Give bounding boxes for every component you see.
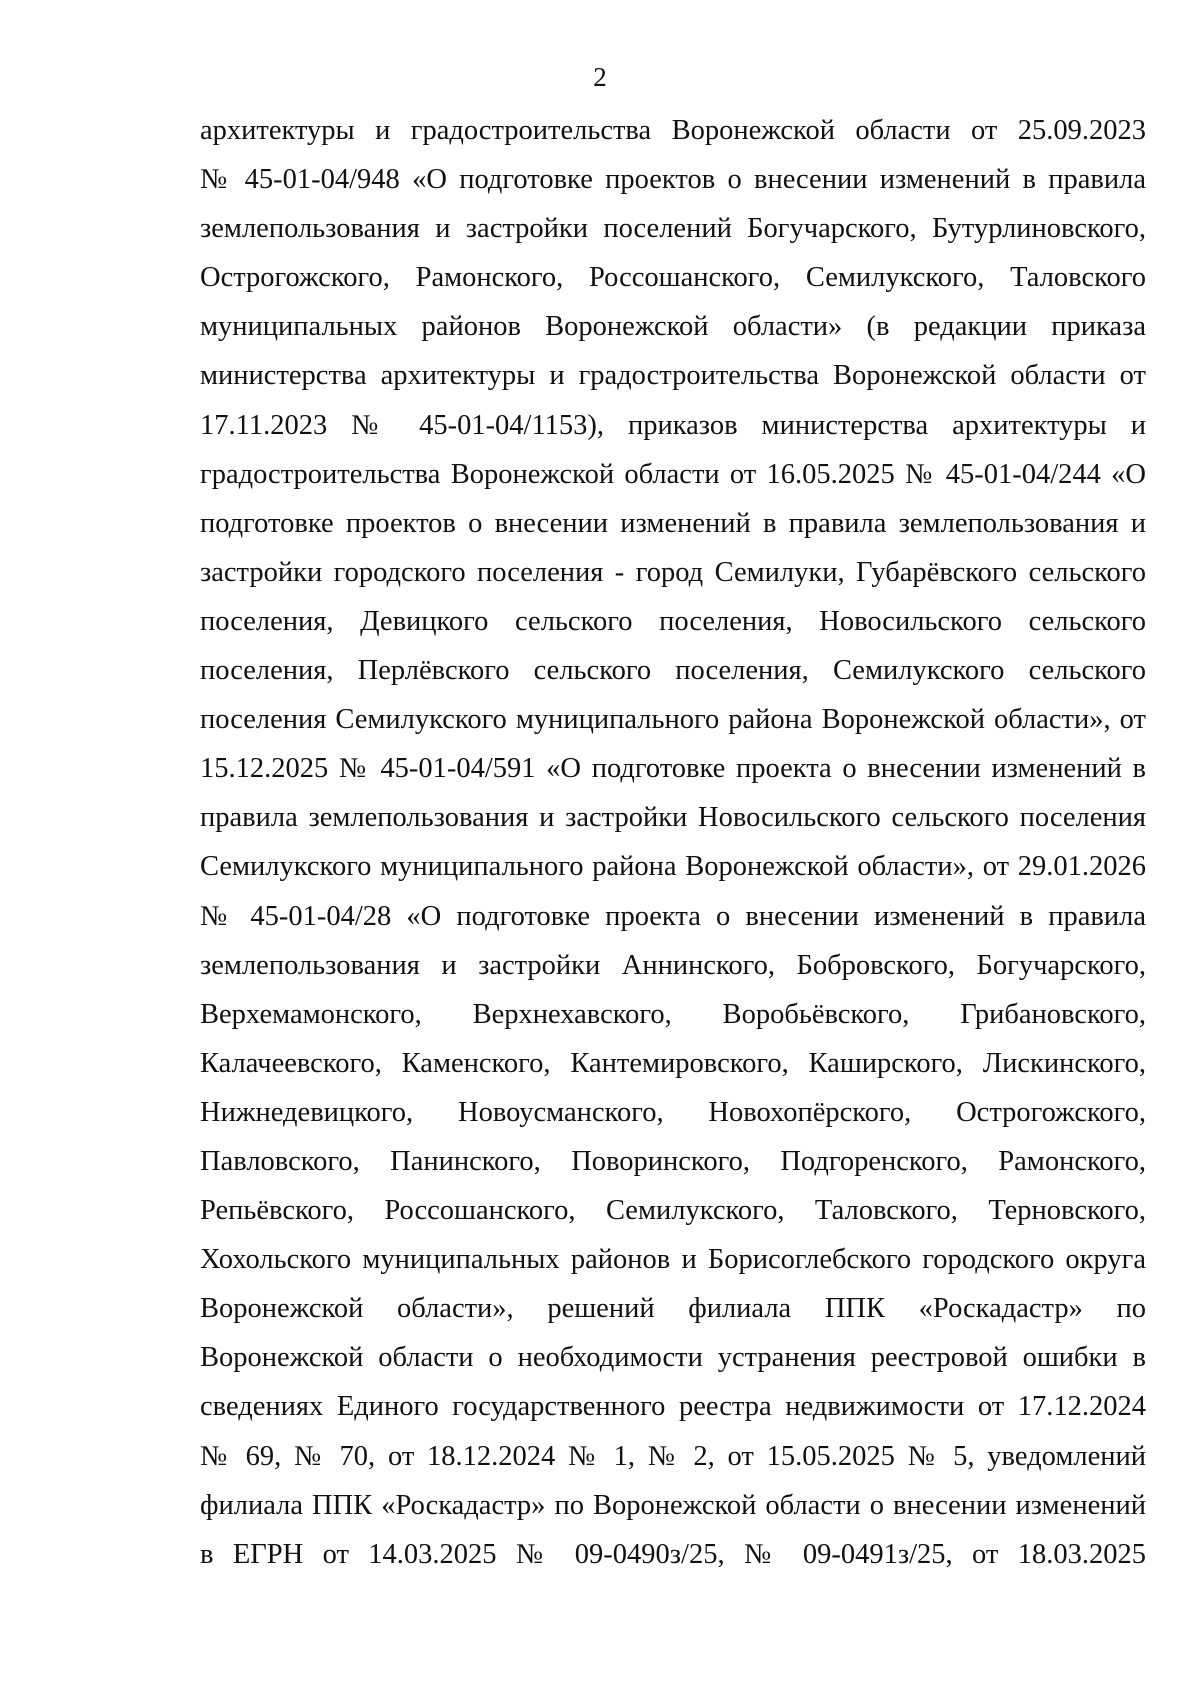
text-line: Репьёвского, Россошанского, Семилукского, Таловского, Терновского, (200, 1195, 1146, 1227)
text-line: землепользования и застройки Аннинского, Бобровского, Богучарского, (200, 949, 1146, 981)
body-text (200, 114, 1146, 1587)
text-line: сведениях Единого государственного реестра недвижимости от 17.12.2024 (200, 1391, 1146, 1423)
text-line: Павловского, Панинского, Поворинского, Подгоренского, Рамонского, (200, 1145, 1146, 1177)
text-line: филиала ППК «Роскадастр» по Воронежской области о внесении изменений (200, 1489, 1146, 1521)
text-line: муниципальных районов Воронежской области» (в редакции приказа (200, 311, 1146, 343)
text-line: Нижнедевицкого, Новоусманского, Новохопёрского, Острогожского, (200, 1096, 1146, 1128)
text-line: Калачеевского, Каменского, Кантемировского, Каширского, Лискинского, (200, 1047, 1146, 1079)
text-line: застройки городского поселения - город Семилуки, Губарёвского сельского (200, 556, 1146, 588)
text-line: архитектуры и градостроительства Воронежской области от 25.09.2023 (200, 115, 1146, 146)
text-line: Воронежской области», решений филиала ППК «Роскадастр» по (200, 1293, 1146, 1325)
page-number: 2 (593, 62, 607, 92)
text-line: Верхемамонского, Верхнехавского, Воробьёвского, Грибановского, (200, 998, 1146, 1030)
text-line: № 45-01-04/28 «О подготовке проекта о внесении изменений в правила (200, 900, 1146, 932)
text-line: землепользования и застройки поселений Богучарского, Бутурлиновского, (200, 213, 1146, 245)
text-line: в ЕГРН от 14.03.2025 № 09-0490з/25, № 09-0491з/25, от 18.03.2025 (200, 1538, 1146, 1570)
text-line: поселения Семилукского муниципального района Воронежской области», от (200, 704, 1146, 736)
text-line: 17.11.2023 № 45-01-04/1153), приказов министерства архитектуры и (200, 409, 1146, 441)
text-line: № 45-01-04/948 «О подготовке проектов о внесении изменений в правила (200, 164, 1146, 196)
text-line: поселения, Перлёвского сельского поселения, Семилукского сельского (200, 655, 1146, 687)
text-line: Хохольского муниципальных районов и Борисоглебского городского округа (200, 1244, 1146, 1276)
text-line: градостроительства Воронежской области от 16.05.2025 № 45-01-04/244 «О (200, 458, 1146, 490)
text-line: подготовке проектов о внесении изменений в правила землепользования и (200, 507, 1146, 539)
text-line: Острогожского, Рамонского, Россошанского, Семилукского, Таловского (200, 262, 1146, 294)
text-line: Семилукского муниципального района Воронежской области», от 29.01.2026 (200, 851, 1146, 883)
text-line: 15.12.2025 № 45-01-04/591 «О подготовке проекта о внесении изменений в (200, 753, 1146, 785)
text-line: министерства архитектуры и градостроительства Воронежской области от (200, 360, 1146, 392)
text-line: поселения, Девицкого сельского поселения, Новосильского сельского (200, 605, 1146, 637)
text-line: правила землепользования и застройки Новосильского сельского поселения (200, 802, 1146, 834)
text-line: Воронежской области о необходимости устранения реестровой ошибки в (200, 1342, 1146, 1374)
text-line: № 69, № 70, от 18.12.2024 № 1, № 2, от 15.05.2025 № 5, уведомлений (200, 1440, 1146, 1472)
